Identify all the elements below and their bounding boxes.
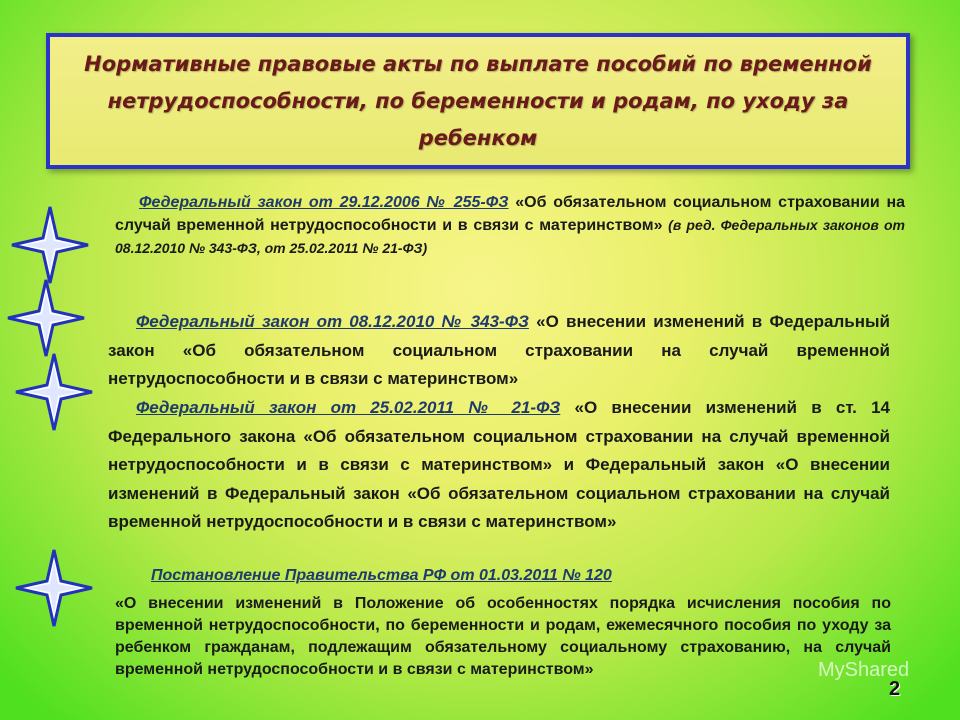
page-number: 2 <box>889 678 901 700</box>
title-box <box>46 33 910 169</box>
law-item-1-text: «Об обязательном социальном страховании на случай временной нетрудоспособности и в связи с материнством» <box>115 194 906 234</box>
law-item-3-ref: Федеральный закон от 25.02.2011 № 21-ФЗ <box>136 398 561 417</box>
law-item-2 <box>108 308 890 394</box>
law-item-4 <box>115 593 891 681</box>
law-item-4-heading <box>115 565 905 587</box>
watermark: MyShared <box>818 659 910 681</box>
law-item-4-text: «О внесении изменений в Положение об особенностях порядка исчисления пособия по временной нетрудоспособности, по беременности и родам, ежемесячного пособия по уходу за ребенком гражданам, подлежащим обязательному социальному страхованию, на случай временной нетрудоспособности и в связи с материнством» <box>115 595 891 678</box>
star-icon <box>14 548 94 628</box>
law-item-3 <box>108 394 890 537</box>
law-item-4-ref: Постановление Правительства РФ от 01.03.2011 № 120 <box>151 567 612 584</box>
law-item-2-text: «О внесении изменений в Федеральный закон «Об обязательном социальном страховании на случай временной нетрудоспособности и в связи с материнством» <box>108 312 890 388</box>
law-item-1-note: (в ред. Федеральных законов от 08.12.2010 № 343-ФЗ, от 25.02.2011 № 21-ФЗ) <box>115 217 906 256</box>
law-item-2-ref: Федеральный закон от 08.12.2010 № 343-ФЗ <box>136 312 529 331</box>
law-item-3-text: «О внесении изменений в ст. 14 Федерального закона «Об обязательном социальном страховании на случай временной нетрудоспособности и в связи с материнством» и Федеральный закон «О внесении изменений в Федеральный закон «Об обязательном социальном страховании на случай временной нетрудоспособности и в связи с материнством» <box>108 398 890 531</box>
star-icon <box>10 205 90 285</box>
law-item-1-ref: Федеральный закон от 29.12.2006 № 255-ФЗ <box>139 194 509 211</box>
law-item-1 <box>115 192 905 260</box>
star-icon <box>6 278 86 358</box>
slide-title: Нормативные правовые акты по выплате пособий по временной нетрудоспособности, по беременности и родам, по уходу за ребенком <box>84 51 872 150</box>
star-icon <box>14 352 94 432</box>
